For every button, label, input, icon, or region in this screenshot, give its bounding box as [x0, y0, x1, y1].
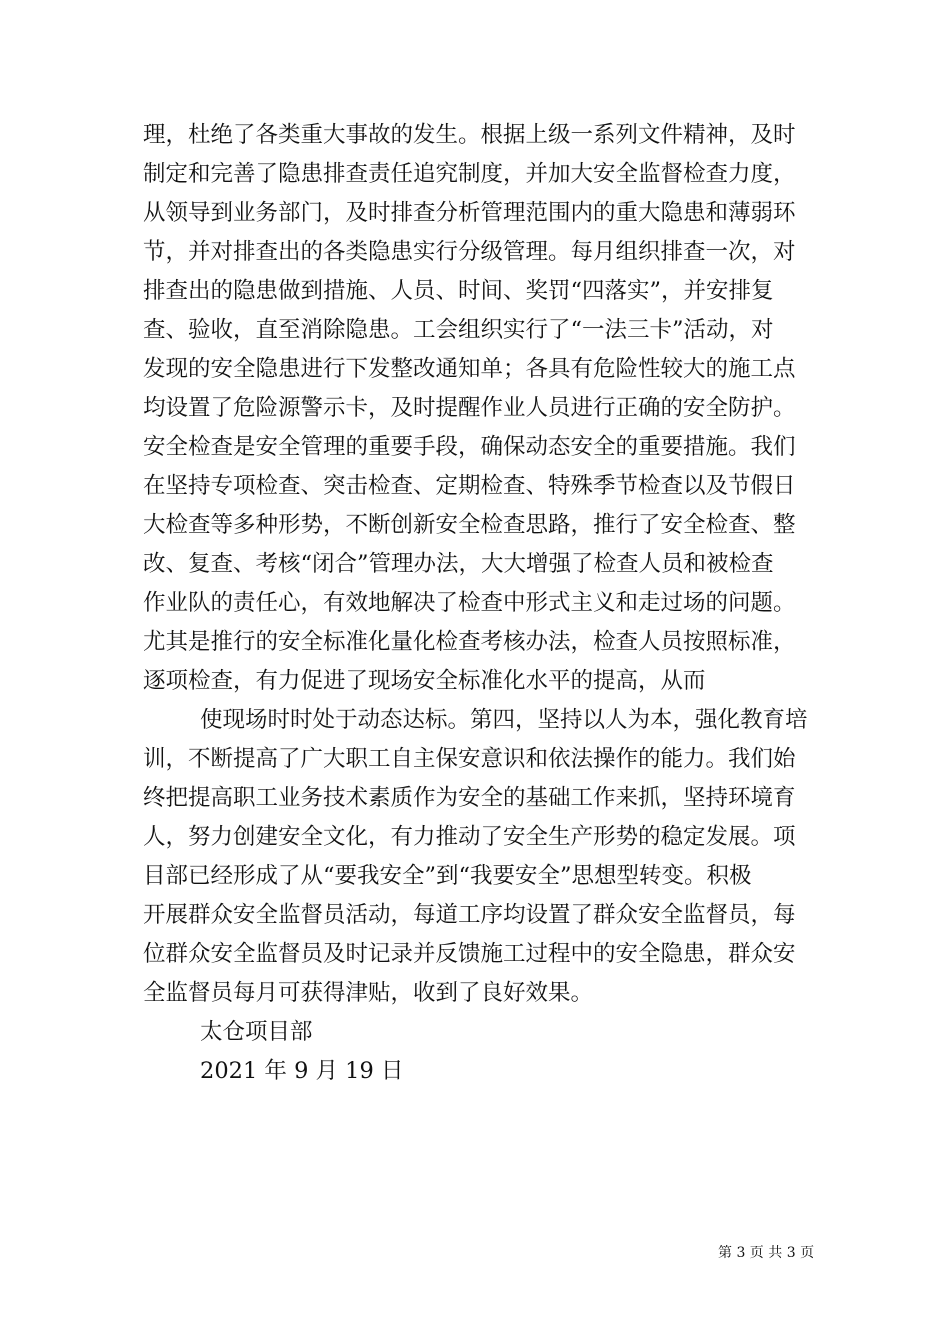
page-number: 第 3 页 共 3 页: [718, 1245, 815, 1261]
text-line: 逐项检查，有力促进了现场安全标准化水平的提高，从而: [143, 668, 706, 694]
text-line: 安全检查是安全管理的重要手段，确保动态安全的重要措施。我们: [143, 434, 796, 460]
text-line: 制定和完善了隐患排查责任追究制度，并加大安全监督检查力度，: [143, 161, 796, 187]
text-line: 在坚持专项检查、突击检查、定期检查、特殊季节检查以及节假日: [143, 473, 796, 499]
signature: 太仓项目部: [200, 1019, 313, 1045]
text-line: 尤其是推行的安全标准化量化检查考核办法，检查人员按照标准，: [143, 629, 796, 655]
text-line: 改、复查、考核“闭合”管理办法，大大增强了检查人员和被检查: [143, 551, 774, 577]
text-line: 位群众安全监督员及时记录并反馈施工过程中的安全隐患，群众安: [143, 941, 796, 967]
text-line: 查、验收，直至消除隐患。工会组织实行了“一法三卡”活动，对: [143, 317, 774, 343]
text-line: 大检查等多种形势，不断创新安全检查思路，推行了安全检查、整: [143, 512, 796, 538]
text-line: 均设置了危险源警示卡，及时提醒作业人员进行正确的安全防护。: [143, 395, 796, 421]
text-line: 人，努力创建安全文化，有力推动了安全生产形势的稳定发展。项: [143, 824, 796, 850]
text-line: 理，杜绝了各类重大事故的发生。根据上级一系列文件精神，及时: [143, 122, 796, 148]
text-line: 发现的安全隐患进行下发整改通知单；各具有危险性较大的施工点: [143, 356, 796, 382]
text-line: 作业队的责任心，有效地解决了检查中形式主义和走过场的问题。: [143, 590, 796, 616]
date: 2021 年 9 月 19 日: [200, 1058, 404, 1084]
text-line: 排查出的隐患做到措施、人员、时间、奖罚“四落实”，并安排复: [143, 278, 774, 304]
text-line: 训，不断提高了广大职工自主保安意识和依法操作的能力。我们始: [143, 746, 796, 772]
text-line: 开展群众安全监督员活动，每道工序均设置了群众安全监督员，每: [143, 902, 796, 928]
text-line: 终把提高职工业务技术素质作为安全的基础工作来抓，坚持环境育: [143, 785, 796, 811]
text-line: 目部已经形成了从“要我安全”到“我要安全”思想型转变。积极: [143, 863, 752, 889]
text-line: 全监督员每月可获得津贴，收到了良好效果。: [143, 980, 594, 1006]
text-line: 从领导到业务部门，及时排查分析管理范围内的重大隐患和薄弱环: [143, 200, 796, 226]
text-line: 使现场时时处于动态达标。第四，坚持以人为本，强化教育培: [200, 707, 808, 733]
text-line: 节，并对排查出的各类隐患实行分级管理。每月组织排查一次，对: [143, 239, 796, 265]
